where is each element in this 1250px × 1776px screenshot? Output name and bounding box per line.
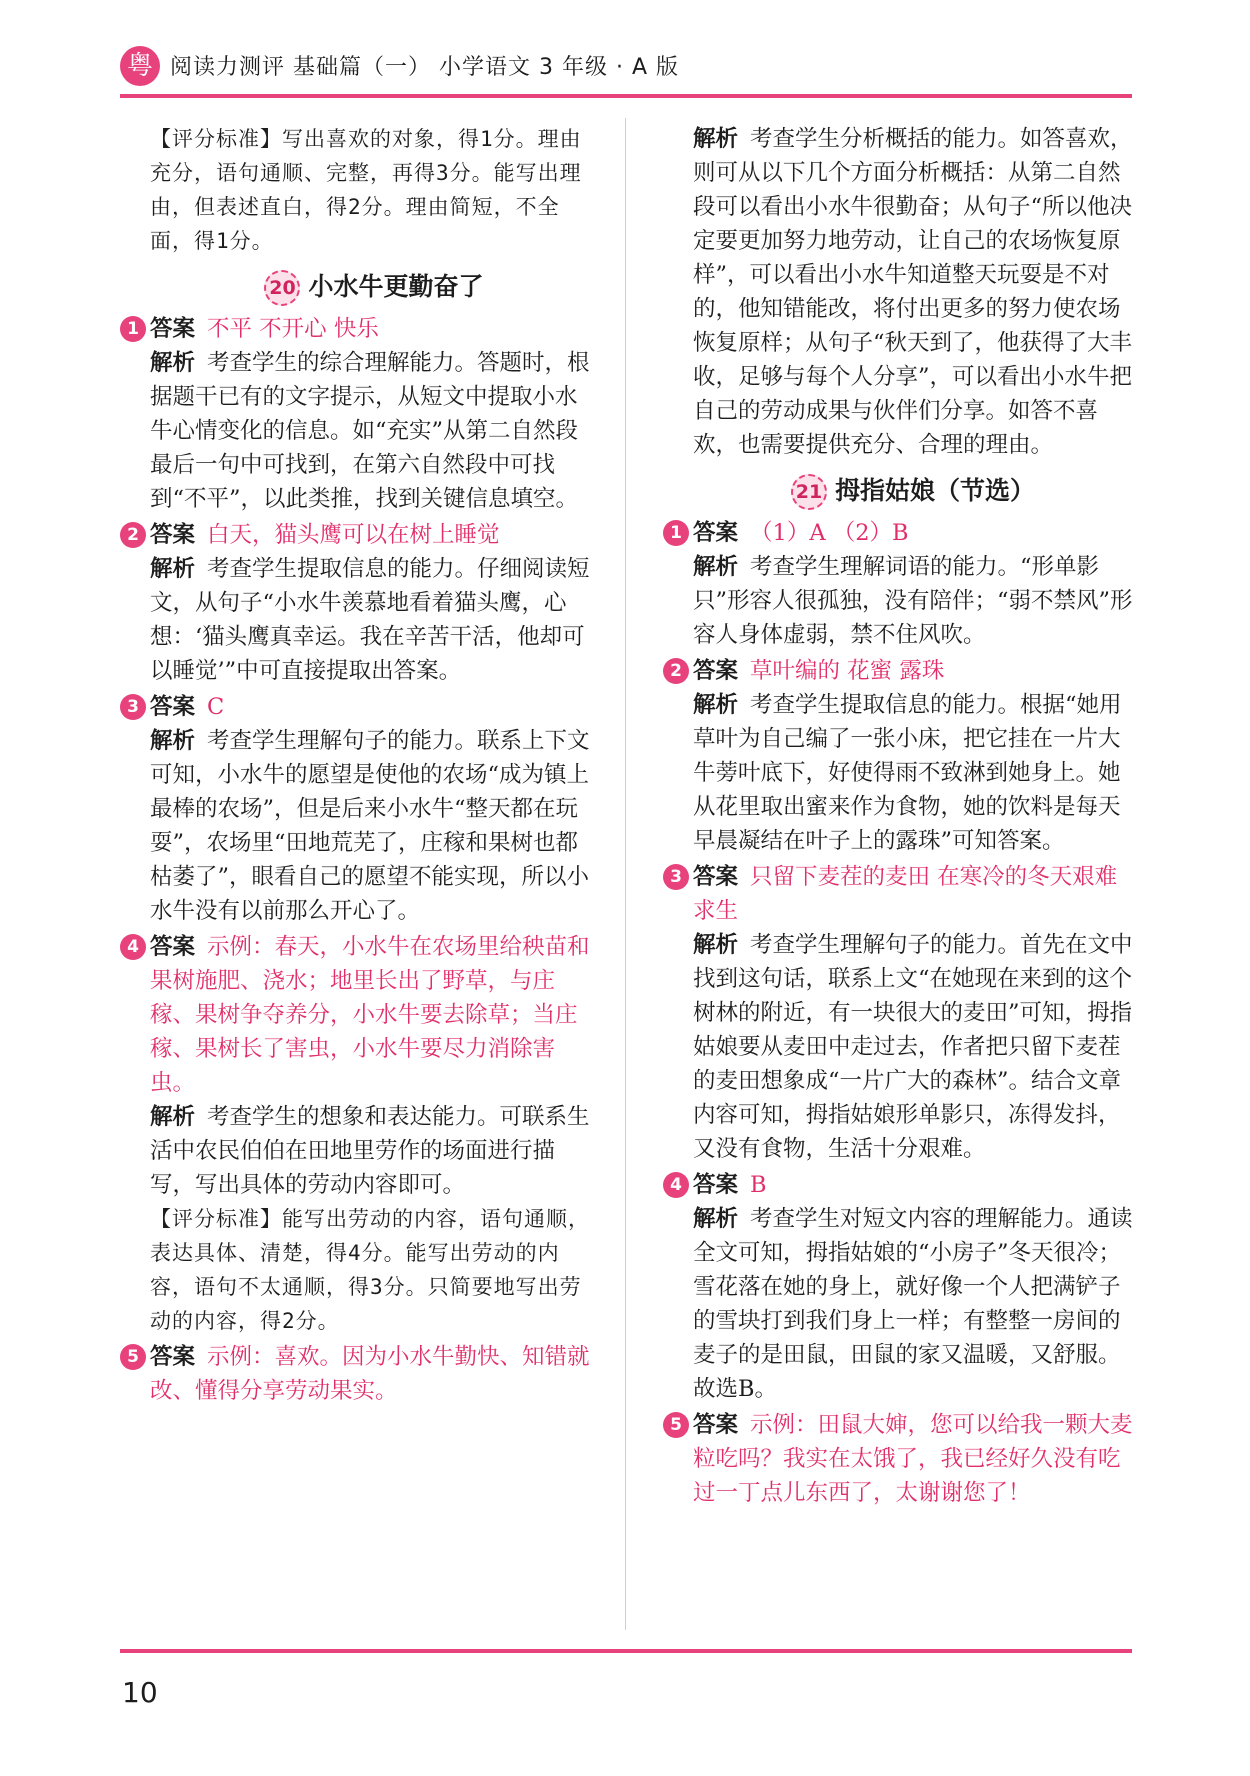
question-number: 5 [663, 1412, 689, 1438]
answer-text: B [750, 1172, 767, 1198]
analysis-label: 解析 [150, 1104, 196, 1130]
analysis-text: 考查学生理解句子的能力。联系上下文可知，小水牛的愿望是使他的农场“成为镇上最棒的农场”，但是后来小水牛“整天都在玩耍”，农场里“田地荒芜了，庄稼和果树也都枯萎了”，眼看自己的愿望不能实现，所以小水牛没有以前那么开心了。 [150, 728, 590, 924]
answer-line [693, 654, 1133, 688]
analysis-line [150, 346, 598, 516]
answer-text: （1）A （2）B [750, 520, 909, 546]
analysis-line [693, 928, 1133, 1166]
question-item [670, 654, 1133, 858]
answer-text: 示例：春天，小水牛在农场里给秧苗和果树施肥、浇水；地里长出了野草，与庄稼、果树争夺养分，小水牛要去除草；当庄稼、果树长了害虫，小水牛要尽力消除害虫。 [150, 934, 590, 1096]
footer-rule [120, 1649, 1132, 1653]
analysis-line [150, 1100, 598, 1202]
answer-label: 答案 [150, 522, 196, 548]
answer-line [693, 516, 1133, 550]
question-number: 4 [120, 934, 146, 960]
section-number: 20 [264, 270, 300, 306]
answer-label: 答案 [150, 1344, 196, 1370]
section-title [150, 264, 598, 310]
question-item [127, 690, 598, 928]
question-item [127, 312, 598, 516]
analysis-line [693, 550, 1133, 652]
header-rule [120, 94, 1132, 98]
analysis-label: 解析 [693, 126, 739, 152]
section-title-text: 小水牛更勤奋了 [308, 272, 484, 301]
answer-line [693, 1408, 1133, 1510]
answer-line [150, 1340, 598, 1408]
question-item [670, 860, 1133, 1166]
analysis-text: 考查学生理解词语的能力。“形单影只”形容人很孤独，没有陪伴；“弱不禁风”形容人身体虚弱，禁不住风吹。 [693, 554, 1133, 648]
answer-text: 不平 不开心 快乐 [207, 316, 379, 342]
answer-text: C [207, 694, 225, 720]
question-item [127, 1340, 598, 1408]
answer-line [150, 518, 598, 552]
question-number: 4 [663, 1172, 689, 1198]
column-divider [625, 118, 626, 1630]
answer-line [693, 860, 1133, 928]
analysis-text: 考查学生理解句子的能力。首先在文中找到这句话，联系上文“在她现在来到的这个树林的附近，有一块很大的麦田”可知，拇指姑娘要从麦田中走过去，作者把只留下麦茬的麦田想象成“一片广大的森林”。结合文章内容可知，拇指姑娘形单影只，冻得发抖，又没有食物，生活十分艰难。 [693, 932, 1133, 1162]
analysis-label: 解析 [693, 1206, 739, 1232]
left-column [127, 122, 598, 1408]
answer-label: 答案 [150, 934, 196, 960]
answer-label: 答案 [693, 1172, 739, 1198]
analysis-label: 解析 [693, 554, 739, 580]
page-header [120, 46, 1132, 90]
analysis-line [150, 552, 598, 688]
question-number: 5 [120, 1344, 146, 1370]
analysis-label: 解析 [693, 692, 739, 718]
analysis-text: 考查学生对短文内容的理解能力。通读全文可知，拇指姑娘的“小房子”冬天很冷；雪花落在她的身上，就好像一个人把满铲子的雪块打到我们身上一样；有整整一房间的麦子的是田鼠，田鼠的家又温暖，又舒服。故选B。 [693, 1206, 1133, 1402]
analysis-text: 考查学生提取信息的能力。仔细阅读短文，从句子“小水牛羡慕地看着猫头鹰，心想：‘猫头鹰真幸运。我在辛苦干活，他却可以睡觉’”中可直接提取出答案。 [150, 556, 590, 684]
analysis-line [693, 688, 1133, 858]
page-number: 10 [122, 1676, 158, 1709]
right-column [670, 122, 1133, 1510]
answer-text: 示例：田鼠大婶，您可以给我一颗大麦粒吃吗？我实在太饿了，我已经好久没有吃过一丁点儿东西了，太谢谢您了！ [693, 1412, 1133, 1506]
analysis-label: 解析 [150, 556, 196, 582]
answer-line [693, 1168, 1133, 1202]
question-item [670, 1408, 1133, 1510]
question-number: 1 [120, 316, 146, 342]
scoring-standard: 【评分标准】能写出劳动的内容，语句通顺，表达具体、清楚，得4分。能写出劳动的内容，语句不太通顺，得3分。只简要地写出劳动的内容，得2分。 [150, 1207, 590, 1333]
analysis-text: 考查学生的想象和表达能力。可联系生活中农民伯伯在田地里劳作的场面进行描写，写出具体的劳动内容即可。 [150, 1104, 590, 1198]
region-badge: 粤 [120, 46, 160, 86]
analysis-text: 考查学生的综合理解能力。答题时，根据题干已有的文字提示，从短文中提取小水牛心情变化的信息。如“充实”从第二自然段最后一句中可找到，在第六自然段中可找到“不平”，以此类推，找到关键信息填空。 [150, 350, 590, 512]
analysis-label: 解析 [693, 932, 739, 958]
answer-text: 只留下麦茬的麦田 在寒冷的冬天艰难求生 [693, 864, 1118, 924]
answer-text: 草叶编的 花蜜 露珠 [750, 658, 945, 684]
question-number: 1 [663, 520, 689, 546]
answer-label: 答案 [693, 864, 739, 890]
section-title [693, 468, 1133, 514]
header-title: 阅读力测评 基础篇（一） 小学语文 3 年级 · A 版 [170, 55, 679, 80]
question-item [127, 930, 598, 1338]
question-number: 3 [120, 694, 146, 720]
answer-line [150, 312, 598, 346]
answer-label: 答案 [693, 658, 739, 684]
question-number: 2 [663, 658, 689, 684]
answer-text: 白天，猫头鹰可以在树上睡觉 [207, 522, 500, 548]
answer-line [150, 930, 598, 1100]
answer-label: 答案 [693, 520, 739, 546]
analysis-label: 解析 [150, 350, 196, 376]
scoring-standard: 【评分标准】写出喜欢的对象，得1分。理由充分，语句通顺、完整，再得3分。能写出理由，但表述直白，得2分。理由简短，不全面，得1分。 [150, 127, 582, 253]
answer-line [150, 690, 598, 724]
section-number: 21 [791, 474, 827, 510]
answer-text: 示例：喜欢。因为小水牛勤快、知错就改、懂得分享劳动果实。 [150, 1344, 590, 1404]
question-number: 3 [663, 864, 689, 890]
analysis-line [693, 1202, 1133, 1406]
section-title-text: 拇指姑娘（节选） [834, 476, 1035, 505]
question-number: 2 [120, 522, 146, 548]
question-item [670, 516, 1133, 652]
answer-label: 答案 [150, 316, 196, 342]
analysis-line [150, 724, 598, 928]
answer-label: 答案 [150, 694, 196, 720]
question-item [127, 518, 598, 688]
analysis-label: 解析 [150, 728, 196, 754]
answer-label: 答案 [693, 1412, 739, 1438]
question-item [670, 1168, 1133, 1406]
analysis-text: 考查学生分析概括的能力。如答喜欢，则可从以下几个方面分析概括：从第二自然段可以看出小水牛很勤奋；从句子“所以他决定要更加努力地劳动，让自己的农场恢复原样”，可以看出小水牛知道整天玩耍是不对的，他知错能改，将付出更多的努力使农场恢复原样；从句子“秋天到了，他获得了大丰收，足够与每个人分享”，可以看出小水牛把自己的劳动成果与伙伴们分享。如答不喜欢，也需要提供充分、合理的理由。 [693, 126, 1133, 458]
analysis-line [693, 122, 1133, 462]
analysis-text: 考查学生提取信息的能力。根据“她用草叶为自己编了一张小床，把它挂在一片大牛蒡叶底下，好使得雨不致淋到她身上。她从花里取出蜜来作为食物，她的饮料是每天早晨凝结在叶子上的露珠”可知答案。 [693, 692, 1122, 854]
